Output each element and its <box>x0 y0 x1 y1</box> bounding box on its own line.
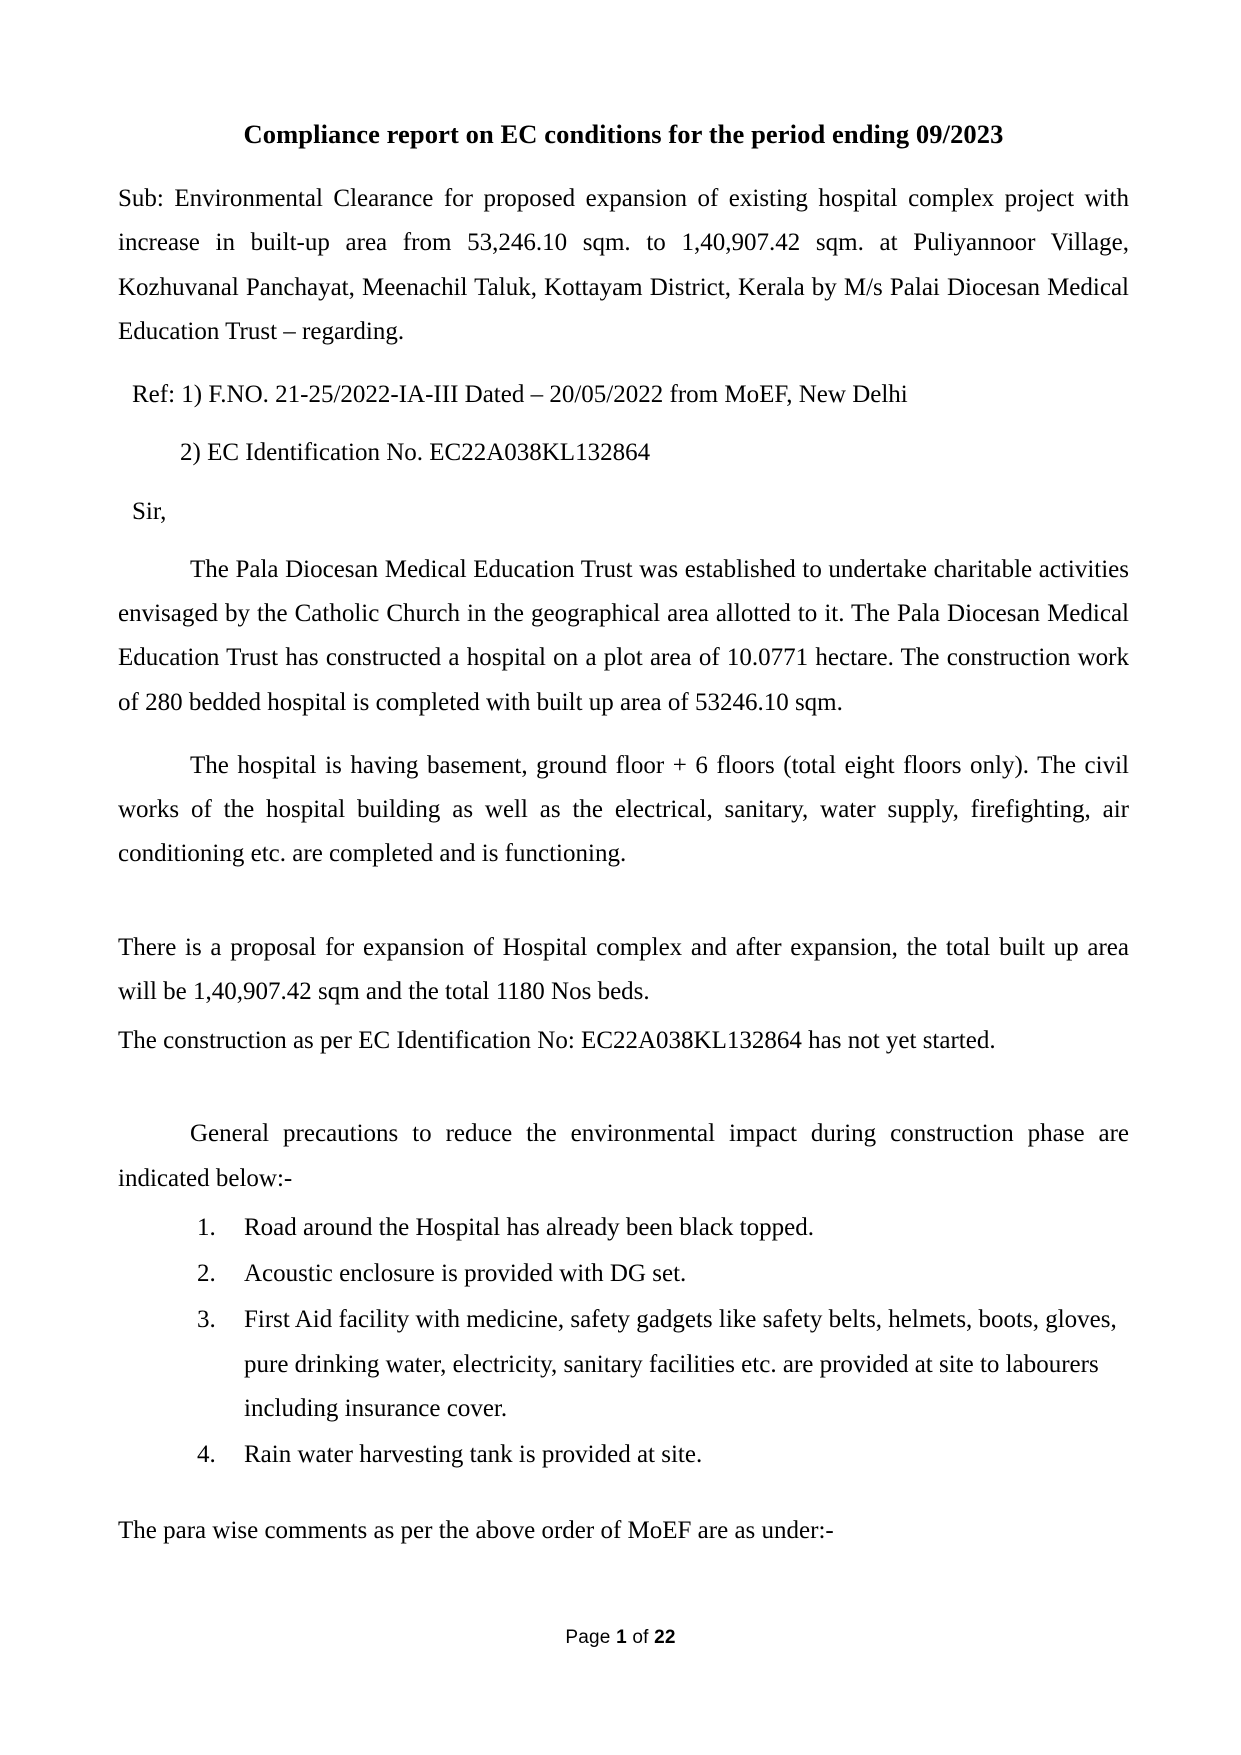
trust-intro-paragraph: The Pala Diocesan Medical Education Trust was established to undertake charitable activities envisaged by the Catholic Church in the geographical area allotted to it. The Pala Diocesan Medical Education Trust has constructed a hospital on a plot area of 10.0771 hectare. The construction work of 280 bedded hospital is completed with built up area of 53246.10 sqm. <box>118 555 1129 716</box>
footer-total-pages: 22 <box>654 1627 676 1648</box>
precautions-list <box>118 1206 1129 1478</box>
list-item: 4. Rain water harvesting tank is provided at site. <box>222 1433 1129 1477</box>
footer-of-label: of <box>632 1627 649 1648</box>
page-footer <box>0 1627 1241 1649</box>
subject-paragraph: Sub: Environmental Clearance for proposed expansion of existing hospital complex project with increase in built-up area from 53,246.10 sqm. to 1,40,907.42 sqm. at Puliyannoor Village, Kozhuvanal Panchayat, Meenachil Taluk, Kottayam District, Kerala by M/s Palai Diocesan Medical Education Trust – regarding. <box>118 185 1129 345</box>
floors-paragraph: The hospital is having basement, ground floor + 6 floors (total eight floors only). The civil works of the hospital building as well as the electrical, sanitary, water supply, firefighting, air conditioning etc. are completed and is functioning. <box>118 751 1129 868</box>
spacer <box>118 1068 1129 1112</box>
footer-current-page: 1 <box>616 1627 627 1648</box>
spacer <box>118 882 1129 926</box>
spacer <box>118 1479 1129 1509</box>
footer-page-label: Page <box>565 1627 611 1648</box>
reference-line-2: 2) EC Identification No. EC22A038KL132864 <box>180 439 651 467</box>
list-item: 1. Road around the Hospital has already been black topped. <box>222 1206 1129 1250</box>
spacer <box>118 730 1129 744</box>
spacer <box>118 534 1129 548</box>
list-item: 3. First Aid facility with medicine, safety gadgets like safety belts, helmets, boots, gloves, pure drinking water, electricity, sanitary facilities etc. are provided at site to labourers including insurance cover. <box>222 1298 1129 1431</box>
construction-status-paragraph: The construction as per EC Identification No: EC22A038KL132864 has not yet started. <box>118 1027 996 1055</box>
expansion-paragraph: There is a proposal for expansion of Hospital complex and after expansion, the total built up area will be 1,40,907.42 sqm and the total 1180 Nos beds. <box>118 933 1129 1005</box>
page-title: Compliance report on EC conditions for the period ending 09/2023 <box>243 119 1004 149</box>
list-item: 2. Acoustic enclosure is provided with DG set. <box>222 1252 1129 1296</box>
precautions-intro-paragraph: General precautions to reduce the environmental impact during construction phase are indicated below:- <box>118 1120 1129 1192</box>
spacer <box>118 476 1129 490</box>
spacer <box>118 417 1129 431</box>
spacer <box>118 359 1129 373</box>
reference-line-1: Ref: 1) F.NO. 21-25/2022-IA-III Dated – 20/05/2022 from MoEF, New Delhi <box>132 381 908 409</box>
closing-paragraph: The para wise comments as per the above order of MoEF are as under:- <box>118 1517 834 1545</box>
salutation: Sir, <box>132 497 167 525</box>
